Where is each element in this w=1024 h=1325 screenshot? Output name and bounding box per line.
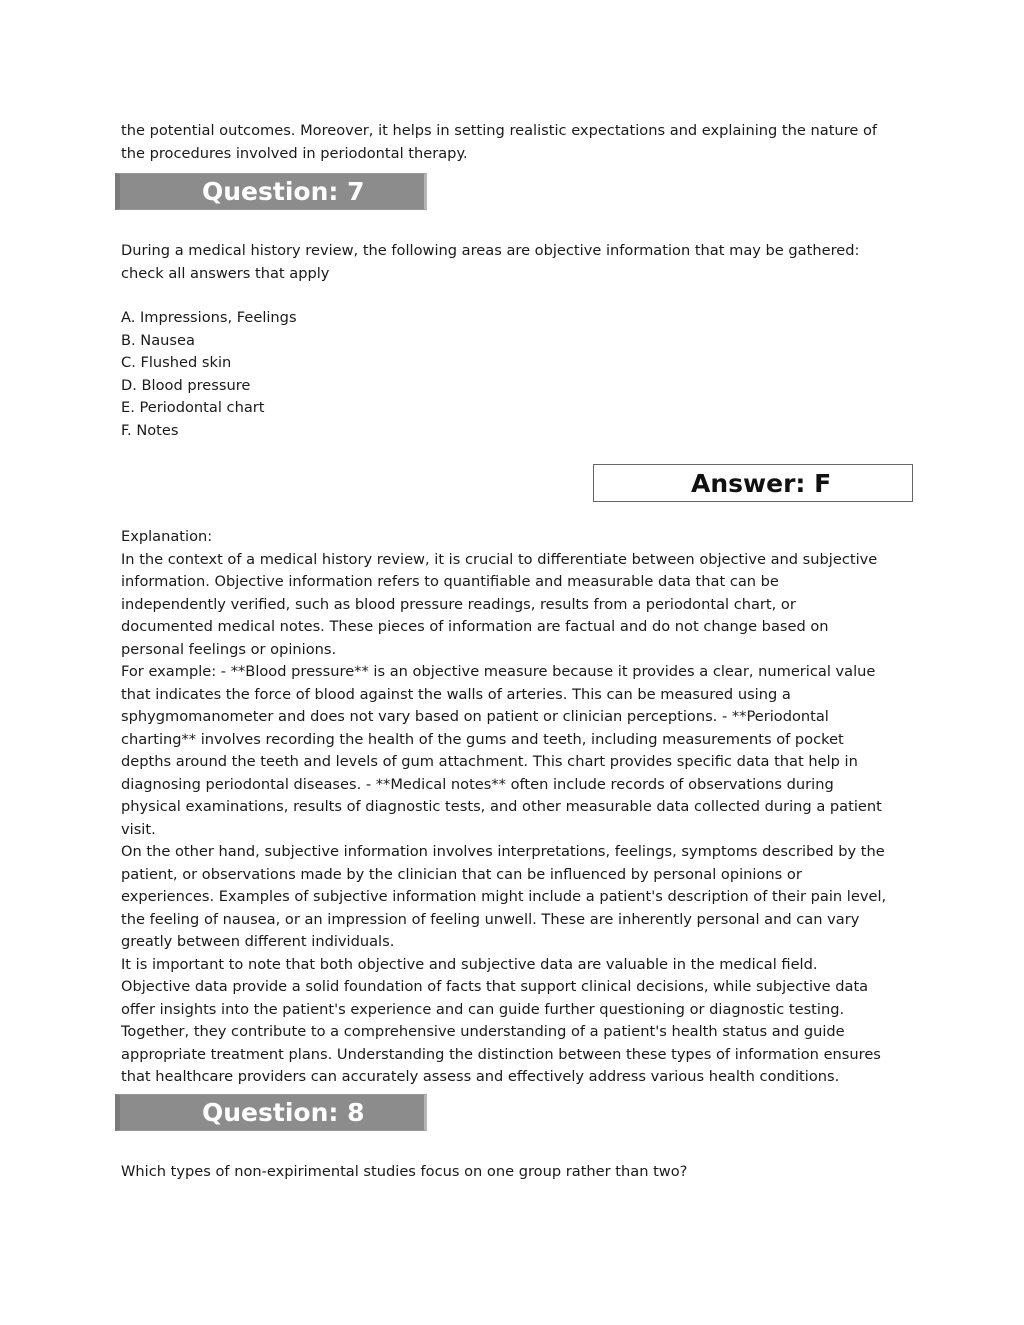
explanation-line: experiences. Examples of subjective information might include a patient's description of their pain level, xyxy=(121,888,887,905)
intro-paragraph xyxy=(121,120,911,165)
explanation-line: appropriate treatment plans. Understanding the distinction between these types of information ensures xyxy=(121,1045,881,1063)
option-b: B. Nausea xyxy=(121,331,195,349)
explanation-line: For example: - **Blood pressure** is an objective measure because it provides a clear, numerical value xyxy=(121,663,876,680)
explanation-line: patient, or observations made by the clinician that can be influenced by personal opinions or xyxy=(121,865,802,883)
explanation-line: On the other hand, subjective information involves interpretations, feelings, symptoms described by the xyxy=(121,843,885,860)
option-e: E. Periodontal chart xyxy=(121,399,265,416)
explanation-label: Explanation: xyxy=(121,528,213,545)
question-7-options xyxy=(121,307,911,442)
answer-text: Answer: F xyxy=(691,469,832,498)
option-d: D. Blood pressure xyxy=(121,376,251,394)
explanation-line: documented medical notes. These pieces of information are factual and do not change based on xyxy=(121,618,829,635)
option-a: A. Impressions, Feelings xyxy=(121,309,297,326)
explanation-line: the feeling of nausea, or an impression of feeling unwell. These are inherently personal and can vary xyxy=(121,910,860,928)
prompt-line: During a medical history review, the following areas are objective information that may be gathered: xyxy=(121,242,860,259)
prompt-line: check all answers that apply xyxy=(121,264,330,282)
explanation-line: physical examinations, results of diagnostic tests, and other measurable data collected during a patient xyxy=(121,798,882,815)
explanation-line: In the context of a medical history review, it is crucial to differentiate between objective and subjective xyxy=(121,550,878,568)
answer-box xyxy=(593,464,913,502)
explanation-line: It is important to note that both objective and subjective data are valuable in the medical field. xyxy=(121,955,818,973)
question-7-heading-bar xyxy=(115,173,427,210)
explanation-line: depths around the teeth and levels of gum attachment. This chart provides specific data that help in xyxy=(121,753,858,770)
explanation-line: Objective data provide a solid foundation of facts that support clinical decisions, while subjective data xyxy=(121,978,869,995)
option-c: C. Flushed skin xyxy=(121,354,232,371)
explanation-line: offer insights into the patient's experience and can guide further questioning or diagnostic testing. xyxy=(121,1000,845,1018)
question-8-prompt xyxy=(121,1161,911,1184)
explanation-line: Together, they contribute to a comprehensive understanding of a patient's health status and guide xyxy=(121,1023,845,1040)
question-8-heading-bar xyxy=(115,1094,427,1131)
explanation-line: information. Objective information refers to quantifiable and measurable data that can be xyxy=(121,573,779,590)
explanation-line: greatly between different individuals. xyxy=(121,933,395,950)
explanation-line: that healthcare providers can accurately assess and effectively address various health conditions. xyxy=(121,1068,840,1085)
intro-line: the potential outcomes. Moreover, it helps in setting realistic expectations and explaining the nature of xyxy=(121,122,878,139)
explanation-line: that indicates the force of blood against the walls of arteries. This can be measured using a xyxy=(121,685,791,703)
explanation xyxy=(121,526,911,1089)
question-7-heading: Question: 7 xyxy=(202,177,365,206)
intro-line: the procedures involved in periodontal therapy. xyxy=(121,144,468,162)
explanation-line: charting** involves recording the health of the gums and teeth, including measurements of pocket xyxy=(121,730,844,748)
explanation-line: visit. xyxy=(121,820,156,838)
explanation-line: sphygmomanometer and does not vary based on patient or clinician perceptions. - **Periodontal xyxy=(121,708,829,725)
question-7-prompt xyxy=(121,240,911,285)
question-8-heading: Question: 8 xyxy=(202,1098,365,1127)
option-f: F. Notes xyxy=(121,421,179,439)
explanation-line: diagnosing periodontal diseases. - **Medical notes** often include records of observations during xyxy=(121,775,834,793)
explanation-line: personal feelings or opinions. xyxy=(121,640,337,658)
explanation-line: independently verified, such as blood pressure readings, results from a periodontal chart, or xyxy=(121,595,796,613)
prompt-line: Which types of non-expirimental studies focus on one group rather than two? xyxy=(121,1163,688,1180)
